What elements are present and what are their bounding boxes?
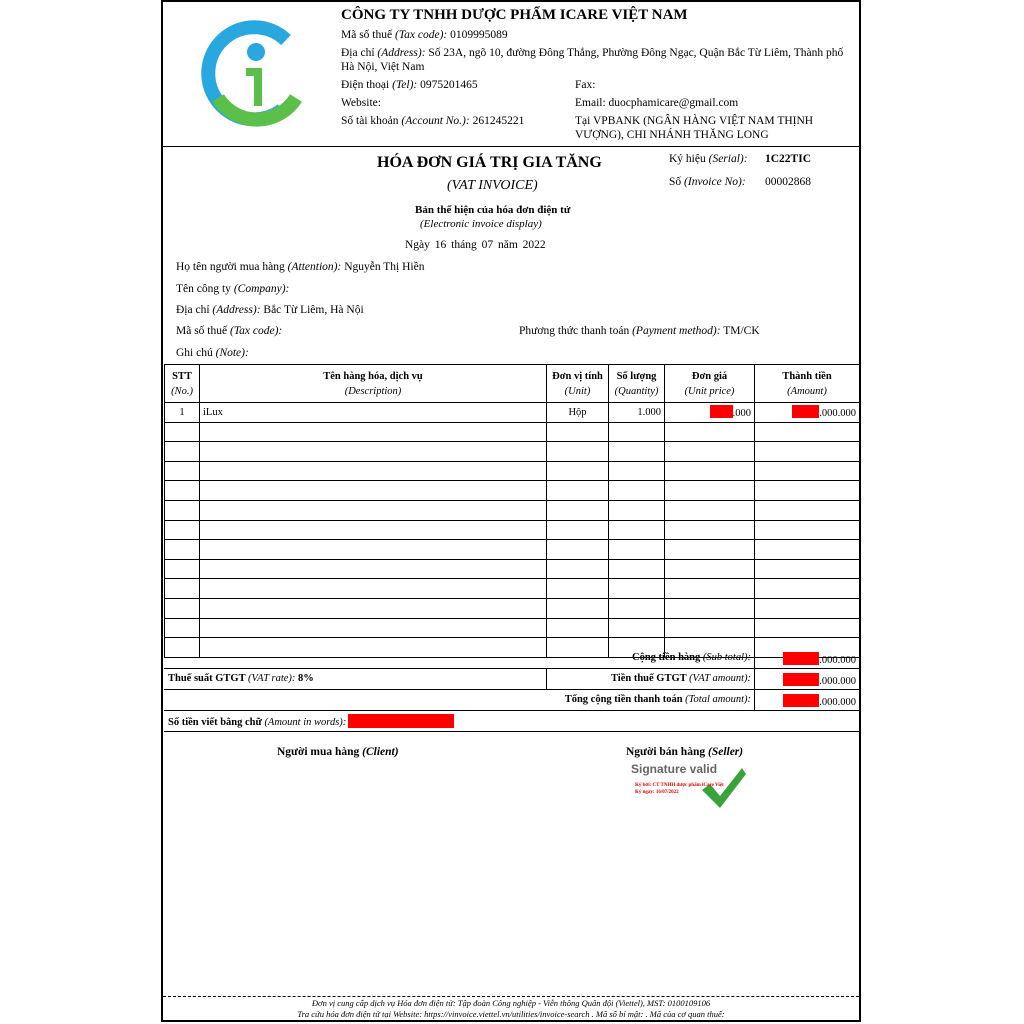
table-cell [547,500,609,520]
invoice-title-en: (VAT INVOICE) [447,178,538,193]
table-row [165,442,860,462]
display-title-en: (Electronic invoice display) [420,218,542,230]
table-cell [755,579,860,599]
total-label: Tổng cộng tiền thanh toán (Total amount): [564,694,751,705]
table-cell [609,520,665,540]
buyer-tax-line: Mã số thuế (Tax code): [176,325,283,337]
table-cell [665,500,755,520]
table-cell [200,579,547,599]
header-unit-price: Đơn giá (Unit price) [665,365,755,403]
invoice-title: HÓA ĐƠN GIÁ TRỊ GIA TĂNG [377,154,602,171]
table-cell [547,598,609,618]
redaction-box [348,714,454,728]
subtotal-label: Cộng tiền hàng (Sub total): [631,652,751,663]
table-row [165,461,860,481]
header-amount: Thành tiền (Amount) [755,365,860,403]
row-quantity: 1.000 [609,403,665,423]
company-name: CÔNG TY TNHH DƯỢC PHẨM ICARE VIỆT NAM [341,7,688,23]
table-cell [609,481,665,501]
table-header-row [165,365,860,403]
signed-date-text: Ký ngày: 16/07/2022 [635,790,679,795]
header-unit: Đơn vị tính (Unit) [547,365,609,403]
company-logo-icon [200,18,302,134]
company-address-line: Địa chỉ (Address): Số 23A, ngõ 10, đường Đông Thắng, Phường Đông Ngạc, Quận Bắc Từ Liêm, Thành phố [341,47,844,59]
invoice-serial: 1C22TIC [765,153,812,165]
table-cell [755,500,860,520]
table-cell [165,422,200,442]
table-cell [609,559,665,579]
table-cell [755,481,860,501]
table-cell [200,559,547,579]
company-website: Website: [341,97,381,109]
invoice-number-label: Số (Invoice No): [669,176,746,188]
company-tax-line: Mã số thuế (Tax code): 0109995089 [341,29,508,41]
redaction-box [710,405,733,418]
table-cell [547,540,609,560]
table-cell [755,598,860,618]
table-cell [755,442,860,462]
row-no: 1 [165,403,200,423]
table-row [165,540,860,560]
table-cell [547,579,609,599]
table-row [165,618,860,638]
table-row [165,403,860,423]
table-cell [165,442,200,462]
vat-amount-label: Tiền thuế GTGT (VAT amount): [610,673,751,684]
table-cell [609,579,665,599]
table-cell [609,598,665,618]
table-cell [200,442,547,462]
company-bank-line1: Tại VPBANK (NGÂN HÀNG VIỆT NAM THỊNH [575,115,814,127]
display-title: Bản thể hiện của hóa đơn điện tử [415,204,571,216]
table-cell [755,618,860,638]
row-unit-price: .000 [665,403,755,423]
table-cell [547,559,609,579]
table-cell [200,461,547,481]
redaction-box [783,652,819,665]
table-cell [547,422,609,442]
table-cell [755,520,860,540]
table-cell [547,461,609,481]
table-cell [665,540,755,560]
table-cell [665,520,755,540]
buyer-company-line: Tên công ty (Company): [176,283,290,295]
footer-lookup: Tra cứu hóa đơn điện tử tại Website: https://vinvoice.viettel.vn/utilities/invoice-search . Mã số bí mật: . Mã của cơ quan thuế: [297,1009,725,1019]
items-table [164,364,860,658]
checkmark-icon [700,766,748,810]
table-row [165,422,860,442]
buyer-name: Nguyễn Thị Hiền [344,261,425,273]
buyer-note-line: Ghi chú (Note): [176,347,249,359]
table-cell [755,540,860,560]
buyer-signature-label: Người mua hàng (Client) [277,746,399,758]
table-cell [665,598,755,618]
row-description: iLux [200,403,547,423]
table-cell [200,481,547,501]
invoice-date: Ngày 16 tháng 07 năm 2022 [405,239,546,251]
table-cell [165,618,200,638]
table-cell [665,422,755,442]
company-tel-line: Điện thoại (Tel): 0975201465 [341,79,478,91]
table-cell [609,442,665,462]
table-cell [200,618,547,638]
row-amount: .000.000 [755,403,860,423]
table-cell [165,481,200,501]
table-cell [200,520,547,540]
amount-in-words: Số tiền viết bằng chữ (Amount in words): [168,714,454,728]
subtotal-value: .000.000 [783,652,856,666]
total-value: .000.000 [783,694,856,708]
invoice-number: 00002868 [765,176,811,188]
invoice-serial-label: Ký hiệu (Serial): [669,153,748,165]
table-cell [165,461,200,481]
header-description: Tên hàng hóa, dịch vụ (Description) [200,365,547,403]
header-divider [163,146,859,147]
table-cell [165,559,200,579]
table-cell [755,422,860,442]
table-cell [200,500,547,520]
table-cell [547,520,609,540]
table-cell [165,520,200,540]
header-quantity: Số lượng (Quantity) [609,365,665,403]
table-cell [200,598,547,618]
table-cell [665,461,755,481]
vat-amount-value: .000.000 [783,673,856,687]
table-cell [547,442,609,462]
company-bank-line2: VƯỢNG), CHI NHÁNH THĂNG LONG [575,129,769,141]
table-cell [665,481,755,501]
buyer-name-line: Họ tên người mua hàng (Attention): Nguyễn Thị Hiền [176,261,425,273]
header-no: STT (No.) [165,365,200,403]
table-row [165,481,860,501]
table-cell [200,422,547,442]
redaction-box [783,673,819,686]
company-fax: Fax: [575,79,596,91]
table-row [165,579,860,599]
table-row [165,559,860,579]
table-cell [200,540,547,560]
table-cell [609,461,665,481]
table-cell [755,461,860,481]
table-cell [547,481,609,501]
company-address-line2: Hà Nội, Việt Nam [341,61,425,73]
vat-rate: Thuế suất GTGT (VAT rate): 8% [168,673,314,684]
row-unit: Hộp [547,403,609,423]
company-email-line: Email: duocphamicare@gmail.com [575,97,739,109]
table-cell [609,422,665,442]
table-cell [665,579,755,599]
company-account-line: Số tài khoản (Account No.): 261245221 [341,115,525,127]
signature-valid-text: Signature valid [631,762,718,776]
signed-by-text: Ký bởi: CT TNHH dược phẩm iCare Việt [635,783,724,788]
table-row [165,598,860,618]
company-tax-code: 0109995089 [450,29,508,41]
table-cell [165,500,200,520]
table-row [165,520,860,540]
table-cell [665,442,755,462]
table-cell [665,559,755,579]
redaction-box [792,405,819,418]
table-cell [609,618,665,638]
table-cell [609,500,665,520]
amount-in-words-row [164,711,859,732]
table-cell [165,579,200,599]
footer-divider [163,996,859,997]
table-cell [665,618,755,638]
payment-method-line: Phương thức thanh toán (Payment method): TM/CK [519,325,760,337]
vat-row [164,669,859,690]
seller-signature-label: Người bán hàng (Seller) [626,746,744,758]
table-cell [165,598,200,618]
redaction-box [783,694,819,707]
table-cell [165,540,200,560]
table-row [165,500,860,520]
table-cell [609,540,665,560]
subtotal-row [164,648,859,669]
table-cell [547,618,609,638]
footer-provider: Đơn vị cung cấp dịch vụ Hóa đơn điện tử: Tập đoàn Công nghiệp - Viễn thông Quân đội (Viettel), MST: 0100109106 [311,998,711,1008]
buyer-address-line: Địa chỉ (Address): Bắc Từ Liêm, Hà Nội [176,304,364,316]
total-row [164,690,859,711]
table-cell [755,559,860,579]
